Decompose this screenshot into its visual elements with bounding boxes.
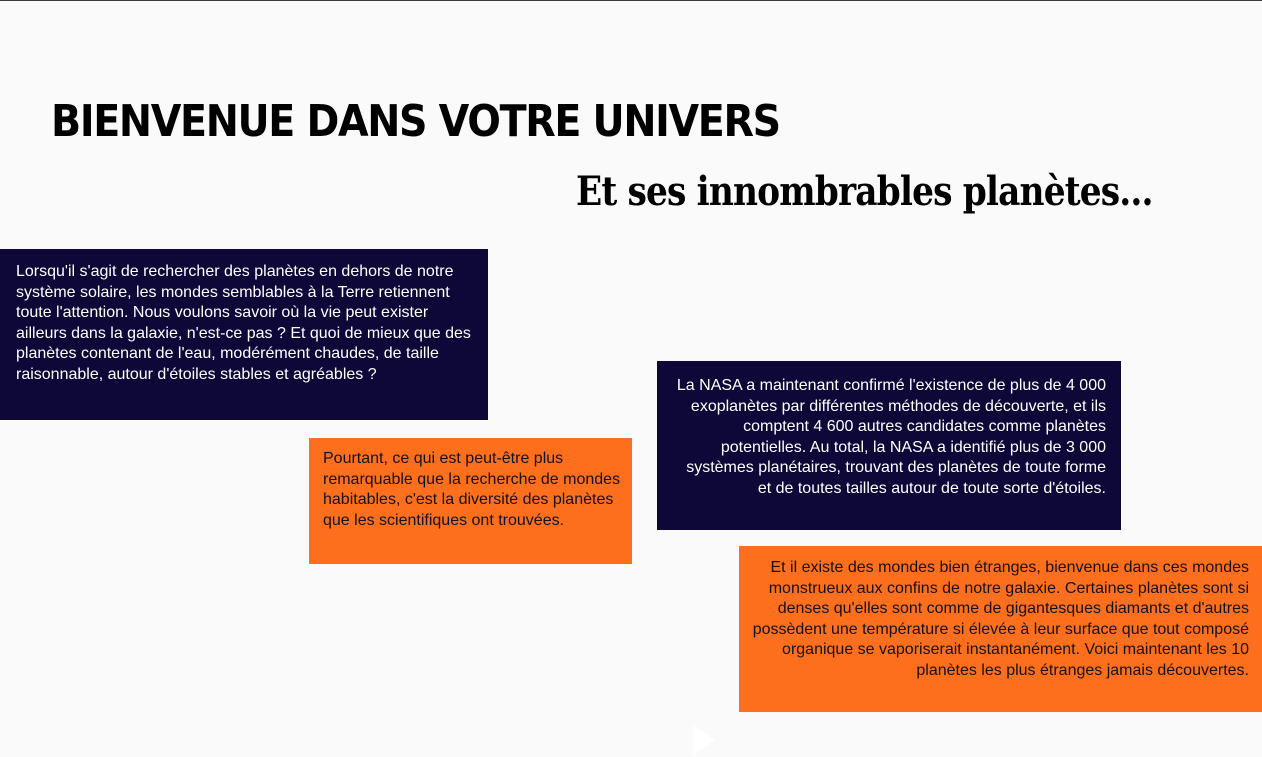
diversity-text: Pourtant, ce qui est peut-être plus remarquable que la recherche de mondes habitables, c'est la diversité des planètes que les scientifiques ont trouvées.	[323, 450, 621, 529]
page-subtitle: Et ses innombrables planètes...	[576, 168, 1153, 215]
page-title: BIENVENUE DANS VOTRE UNIVERS	[51, 96, 780, 147]
intro-text-block	[0, 249, 488, 420]
nasa-text-block	[657, 361, 1121, 530]
diversity-text-block	[309, 438, 632, 564]
nasa-text: La NASA a maintenant confirmé l'existence de plus de 4 000 exoplanètes par différentes méthodes de découverte, et ils comptent 4 600 autres candidates comme planètes potentielles. Au total, la NASA a identifié plus de 3 000 systèmes planétaires, trouvant des planètes de toute forme et de toutes tailles autour de toute sorte d'étoiles.	[676, 377, 1106, 497]
intro-text: Lorsqu'il s'agit de rechercher des planètes en dehors de notre système solaire, les mondes semblables à la Terre retiennent toute l'attention. Nous voulons savoir où la vie peut exister ailleurs dans la galaxie, n'est-ce pas ? Et quoi de mieux que des planètes contenant de l'eau, modérément chaudes, de taille raisonnable, autour d'étoiles stables et agréables ?	[16, 263, 471, 383]
strange-worlds-text: Et il existe des mondes bien étranges, bienvenue dans ces mondes monstrueux aux confins de notre galaxie. Certaines planètes sont si denses qu'elles sont comme de gigantesques diamants et d'autres possèdent une température si élevée à leur surface que tout composé organique se vaporiserait instantanément. Voici maintenant les 10 planètes les plus étranges jamais découvertes.	[752, 559, 1249, 679]
strange-worlds-text-block	[739, 546, 1262, 712]
play-icon[interactable]	[693, 725, 715, 755]
top-divider	[0, 0, 1262, 1]
